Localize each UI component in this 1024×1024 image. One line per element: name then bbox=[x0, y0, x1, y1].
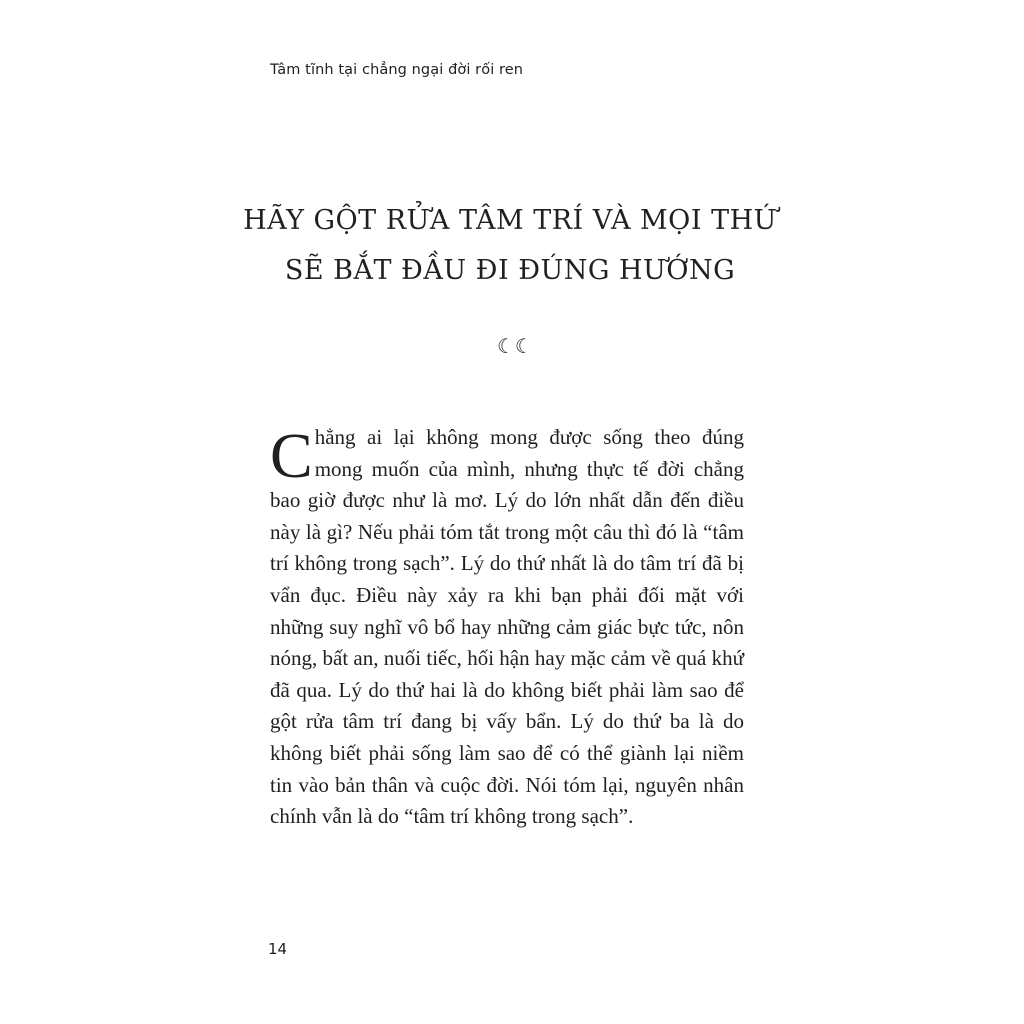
drop-cap: C bbox=[270, 420, 313, 491]
chapter-title-line-1: HÃY GỘT RỬA TÂM TRÍ VÀ MỌI THỨ bbox=[243, 205, 777, 236]
running-header: Tâm tĩnh tại chẳng ngại đời rối ren bbox=[270, 62, 524, 78]
ornament-icon: ☾☾ bbox=[497, 334, 533, 358]
chapter-title-line-2: SẼ BẮT ĐẦU ĐI ĐÚNG HƯỚNG bbox=[284, 255, 736, 286]
body-paragraph-text: hẳng ai lại không mong được sống theo đúng mong muốn của mình, nhưng thực tế đời chẳng bao giờ được như là mơ. Lý do lớn nhất dẫn đến điều này là gì? Nếu phải tóm tắt trong một câu thì đó là “tâm trí không trong sạch”. Lý do thứ nhất là do tâm trí đã bị vẩn đục. Điều này xảy ra khi bạn phải đối mặt với những suy nghĩ vô bổ hay những cảm giác bực tức, nôn nóng, bất an, nuối tiếc, hối hận hay mặc cảm về quá khứ đã qua. Lý do thứ hai là do không biết phải làm sao để gột rửa tâm trí đang bị vấy bẩn. Lý do thứ ba là do không biết phải sống làm sao để có thể giành lại niềm tin vào bản thân và cuộc đời. Nói tóm lại, nguyên nhân chính vẫn là do “tâm trí không trong sạch”. bbox=[270, 425, 744, 829]
page-number: 14 bbox=[268, 940, 288, 958]
body-paragraph bbox=[270, 422, 744, 833]
chapter-title bbox=[200, 196, 820, 296]
